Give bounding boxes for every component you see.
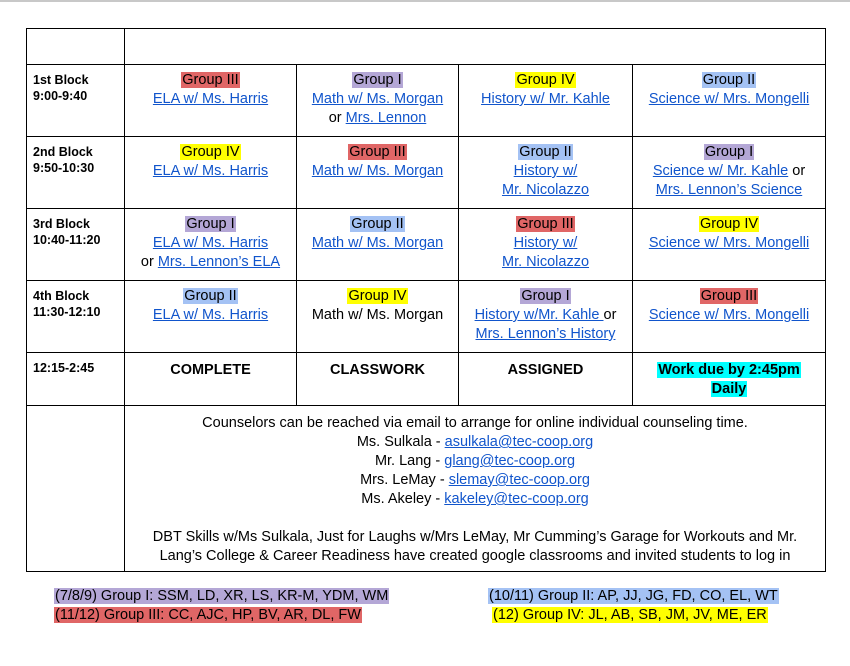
page-edge <box>0 0 850 2</box>
group-badge: Group II <box>351 216 404 232</box>
group-badge: Group III <box>182 72 239 88</box>
group-badge: Group IV <box>348 288 407 304</box>
header-row <box>27 29 826 65</box>
classroom-note-line2: Lang’s College & Career Readiness have created google classrooms and invited students to log in <box>159 548 791 564</box>
afternoon-time: 12:15-2:45 <box>33 361 95 375</box>
counselor-name: Mrs. LeMay - <box>360 472 449 488</box>
block-label: 1st Block <box>33 73 89 87</box>
class-link[interactable]: Mr. Nicolazzo <box>501 182 590 198</box>
class-link[interactable]: Mrs. Lennon <box>345 110 427 126</box>
due-note-daily: Daily <box>711 381 747 397</box>
class-cell <box>459 137 633 209</box>
table-row <box>27 65 826 137</box>
assigned-label: ASSIGNED <box>507 362 584 378</box>
header-cell <box>125 29 826 65</box>
class-link[interactable]: History w/ <box>513 235 578 251</box>
counselor-entry <box>125 452 825 471</box>
complete-label: COMPLETE <box>170 362 251 378</box>
counselor-name: Ms. Akeley - <box>361 491 445 507</box>
counselor-email-link[interactable]: asulkala@tec-coop.org <box>444 434 594 450</box>
afternoon-time-cell <box>27 353 125 406</box>
counselor-intro: Counselors can be reached via email to arrange for online individual counseling time. <box>202 415 748 431</box>
counselor-entry <box>125 471 825 490</box>
block-label-cell <box>27 209 125 281</box>
class-link[interactable]: Science w/ Mr. Kahle <box>652 163 789 179</box>
class-link[interactable]: Math w/ Ms. Morgan <box>311 235 444 251</box>
group-badge: Group I <box>704 144 754 160</box>
group-badge: Group III <box>349 144 406 160</box>
block-label: 3rd Block <box>33 217 90 231</box>
class-cell <box>633 65 826 137</box>
classwork-label: CLASSWORK <box>329 362 426 378</box>
block-time: 11:30-12:10 <box>33 305 101 319</box>
counselor-info-cell <box>125 406 826 572</box>
class-cell <box>125 281 297 353</box>
afternoon-cell <box>633 353 826 406</box>
counselor-email-link[interactable]: glang@tec-coop.org <box>444 453 576 469</box>
afternoon-cell <box>297 353 459 406</box>
block-time: 9:50-10:30 <box>33 161 95 175</box>
group-badge: Group IV <box>181 144 240 160</box>
counselor-name: Mr. Lang - <box>374 453 445 469</box>
counselor-email-link[interactable]: kakeley@tec-coop.org <box>444 491 589 507</box>
class-cell <box>297 209 459 281</box>
or-text: or <box>603 307 617 323</box>
class-link[interactable]: History w/Mr. Kahle <box>474 307 604 323</box>
class-cell <box>125 209 297 281</box>
class-link[interactable]: Mrs. Lennon’s History <box>475 326 616 342</box>
class-cell <box>633 281 826 353</box>
legend-group-4: (12) Group IV: JL, AB, SB, JM, JV, ME, ER <box>493 607 767 623</box>
header-corner-cell <box>27 29 125 65</box>
class-text: Math w/ Ms. Morgan <box>311 307 444 323</box>
class-cell <box>633 209 826 281</box>
or-text: or <box>140 254 158 270</box>
counselor-email-link[interactable]: slemay@tec-coop.org <box>448 472 590 488</box>
class-cell <box>459 65 633 137</box>
class-link[interactable]: History w/ <box>513 163 578 179</box>
table-row <box>27 281 826 353</box>
table-row <box>27 209 826 281</box>
class-cell <box>297 65 459 137</box>
class-cell <box>125 65 297 137</box>
group-badge: Group I <box>353 72 402 88</box>
due-note: Work due by 2:45pm <box>658 362 800 378</box>
legend-group-2: (10/11) Group II: AP, JJ, JG, FD, CO, EL, WT <box>489 588 778 604</box>
class-link[interactable]: Math w/ Ms. Morgan <box>311 163 444 179</box>
class-link[interactable]: Mrs. Lennon’s Science <box>655 182 803 198</box>
block-label-cell <box>27 281 125 353</box>
group-badge: Group II <box>702 72 756 88</box>
class-link[interactable]: ELA w/ Ms. Harris <box>152 307 269 323</box>
class-link[interactable]: Mr. Nicolazzo <box>501 254 590 270</box>
counselor-blank-cell <box>27 406 125 572</box>
class-link[interactable]: Math w/ Ms. Morgan <box>311 91 444 107</box>
schedule-table <box>26 28 826 572</box>
or-text: or <box>328 110 346 126</box>
counselor-entry <box>125 490 825 509</box>
counselor-row <box>27 406 826 572</box>
block-label-cell <box>27 137 125 209</box>
or-text: or <box>788 163 806 179</box>
afternoon-row <box>27 353 826 406</box>
class-cell <box>125 137 297 209</box>
class-link[interactable]: Science w/ Mrs. Mongelli <box>648 235 810 251</box>
class-link[interactable]: Mrs. Lennon’s ELA <box>157 254 281 270</box>
group-badge: Group III <box>517 216 574 232</box>
class-cell <box>459 209 633 281</box>
group-badge: Group II <box>184 288 237 304</box>
class-link[interactable]: Science w/ Mrs. Mongelli <box>648 91 810 107</box>
group-badge: Group IV <box>699 216 759 232</box>
class-cell <box>633 137 826 209</box>
block-time: 9:00-9:40 <box>33 89 88 103</box>
group-badge: Group III <box>700 288 758 304</box>
block-label: 2nd Block <box>33 145 93 159</box>
block-time: 10:40-11:20 <box>33 233 101 247</box>
block-label: 4th Block <box>33 289 90 303</box>
block-label-cell <box>27 65 125 137</box>
group-badge: Group IV <box>516 72 575 88</box>
counselor-name: Ms. Sulkala - <box>356 434 445 450</box>
group-badge: Group I <box>186 216 235 232</box>
group-badge: Group I <box>521 288 570 304</box>
table-row <box>27 137 826 209</box>
class-cell <box>459 281 633 353</box>
group-badge: Group II <box>519 144 572 160</box>
legend-group-1: (7/8/9) Group I: SSM, LD, XR, LS, KR-M, YDM, WM <box>55 588 389 604</box>
afternoon-cell <box>459 353 633 406</box>
class-link[interactable]: Science w/ Mrs. Mongelli <box>648 307 810 323</box>
class-link[interactable]: History w/ Mr. Kahle <box>481 91 610 107</box>
classroom-note-line1: DBT Skills w/Ms Sulkala, Just for Laughs w/Mrs LeMay, Mr Cumming’s Garage for Workouts and Mr. <box>152 529 798 545</box>
class-cell <box>297 137 459 209</box>
legend-group-3: (11/12) Group III: CC, AJC, HP, BV, AR, DL, FW <box>55 607 361 623</box>
afternoon-cell <box>125 353 297 406</box>
counselor-entry <box>125 433 825 452</box>
class-link[interactable]: ELA w/ Ms. Harris <box>152 235 269 251</box>
class-link[interactable]: ELA w/ Ms. Harris <box>152 91 269 107</box>
class-cell <box>297 281 459 353</box>
class-link[interactable]: ELA w/ Ms. Harris <box>152 163 269 179</box>
